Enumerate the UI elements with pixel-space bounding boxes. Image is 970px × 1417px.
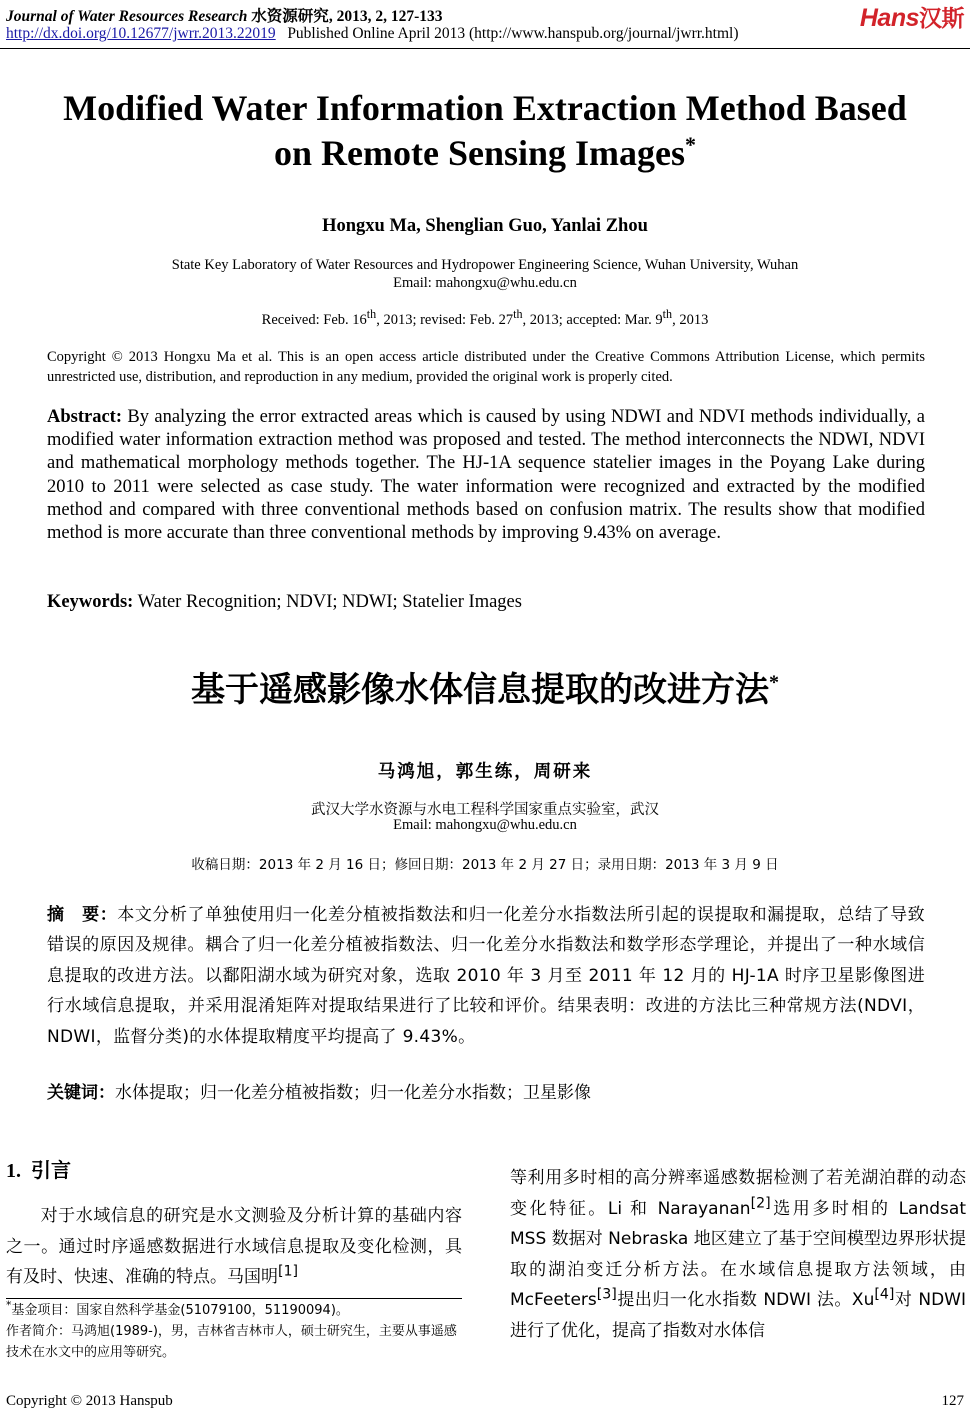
copyright-notice: Copyright © 2013 Hongxu Ma et al. This is an open access article distributed under the Creative Commons Attribution License, which permits unrestricted use, distribution, and reproduction in any medium, provided the original work is properly cited.: [47, 349, 925, 385]
title-cn-footnote-mark: *: [769, 671, 779, 694]
keywords-cn-label: 关键词：: [47, 1083, 115, 1103]
title-line-1: Modified Water Information Extraction Method Based: [63, 88, 907, 128]
intro-right-column: 等利用多时相的高分辨率遥感数据检测了若羌湖泊群的动态变化特征。Li 和 Narayanan[2]选用多时相的 Landsat MSS 数据对 Nebraska 地区建立了基于空间模型边界形状提取的湖泊变迁分析方法。在水域信息提取方法领域，由 McFeeters[3]提出归一化水指数 NDWI 法。Xu[4]对 NDWI 进行了优化，提高了指数对水体信: [510, 1168, 966, 1341]
affiliation-cn: 武汉大学水资源与水电工程科学国家重点实验室，武汉: [311, 802, 659, 818]
abstract-cn-label: 摘 要：: [47, 905, 118, 925]
received-dates-cn: 收稿日期：2013 年 2 月 16 日；修回日期：2013 年 2 月 27 日；录用日期：2013 年 3 月 9 日: [191, 857, 779, 873]
authors-en: Hongxu Ma, Shenglian Guo, Yanlai Zhou: [322, 216, 648, 236]
citation-ref: [3]: [596, 1286, 617, 1303]
header-rule: [0, 48, 970, 49]
footer-copyright: Copyright © 2013 Hanspub: [6, 1393, 173, 1409]
citation-ref: [2]: [750, 1194, 771, 1211]
received-dates-en: Received: Feb. 16th, 2013; revised: Feb. 27th, 2013; accepted: Mar. 9th, 2013: [261, 307, 709, 328]
title-line-2: on Remote Sensing Images*: [274, 132, 696, 173]
logo-text-cn: 汉斯: [919, 6, 964, 32]
abstract-cn-text: 本文分析了单独使用归一化差分植被指数法和归一化差分水指数法所引起的误提取和漏提取，总结了导致错误的原因及规律。耦合了归一化差分植被指数法、归一化差分水指数法和数学形态学理论，并提出了一种水域信息提取的改进方法。以鄱阳湖水域为研究对象，选取 2010 年 3 月至 2011 年 12 月的 HJ-1A 时序卫星影像图进行水域信息提取，并采用混淆矩阵对提取结果进行了比较和评价。结果表明：改进的方法比三种常规方法(NDVI，NDWI，监督分类)的水体提取精度平均提高了 9.43%。: [47, 905, 925, 1047]
abstract-text: By analyzing the error extracted areas which is caused by using NDWI and NDVI methods individually, a modified water information extraction method was proposed and tested. The method interconnects the NDWI, NDVI and mathematical morphology methods together. The HJ-1A sequence statelier images in the Poyang Lake during 2010 to 2011 were selected as case study. The water information were recognized and extracted by the modified method and compared with three conventional methods based on confusion matrix. The results show that modified method is more accurate than three conventional methods by improving 9.43% on average.: [47, 407, 925, 544]
citation-ref: [4]: [874, 1286, 895, 1303]
journal-citation: , 2013, 2, 127-133: [328, 8, 443, 25]
abstract-en: [47, 406, 925, 545]
keywords-text: Water Recognition; NDVI; NDWI; Statelier Images: [137, 592, 522, 612]
abstract-label: Abstract:: [47, 407, 123, 427]
footnote-author: 作者简介：马鸿旭(1989-)，男，吉林省吉林市人，硕士研究生，主要从事遥感技术在水文中的应用等研究。: [6, 1324, 457, 1360]
published-online: Published Online April 2013 (http://www.hanspub.org/journal/jwrr.html): [287, 25, 739, 42]
page-number: 127: [941, 1393, 964, 1409]
logo-text-en: Hans: [859, 4, 919, 32]
keywords-cn: [47, 1078, 925, 1103]
intro-left-text: 对于水域信息的研究是水文测验及分析计算的基础内容之一。通过时序遥感数据进行水域信息提取及变化检测，具有及时、快速、准确的特点。马国明: [6, 1206, 462, 1287]
affiliation-en: State Key Laboratory of Water Resources and Hydropower Engineering Science, Wuhan University, Wuhan: [171, 257, 799, 273]
footnotes: [6, 1300, 462, 1363]
journal-name-cn: 水资源研究: [251, 7, 329, 25]
email-en: Email: mahongxu@whu.edu.cn: [393, 275, 577, 291]
intro-left-column: [6, 1201, 462, 1293]
keywords-cn-text: 水体提取；归一化差分植被指数；归一化差分水指数；卫星影像: [115, 1083, 591, 1103]
hans-logo: [860, 0, 964, 33]
paper-title-cn: 基于遥感影像水体信息提取的改进方法*: [191, 670, 779, 710]
title-footnote-mark: *: [685, 132, 696, 157]
doi-link[interactable]: http://dx.doi.org/10.12677/jwrr.2013.22019: [6, 25, 276, 42]
journal-links: [6, 25, 739, 43]
email-cn: Email: mahongxu@whu.edu.cn: [393, 817, 577, 833]
citation-ref: [1]: [278, 1263, 299, 1280]
keywords-label: Keywords:: [47, 592, 134, 612]
abstract-cn: [47, 900, 925, 1052]
journal-name-en: Journal of Water Resources Research: [6, 8, 248, 25]
section-heading-intro: 1. 引言: [6, 1158, 71, 1182]
paper-title-en: [0, 86, 970, 176]
footnote-fund: *基金项目：国家自然科学基金(51079100，51190094)。: [6, 1298, 349, 1318]
authors-cn: 马鸿旭，郭生练，周研来: [377, 762, 593, 782]
keywords-en: [47, 592, 925, 613]
journal-header: [6, 4, 442, 26]
footnote-rule: [6, 1298, 462, 1299]
